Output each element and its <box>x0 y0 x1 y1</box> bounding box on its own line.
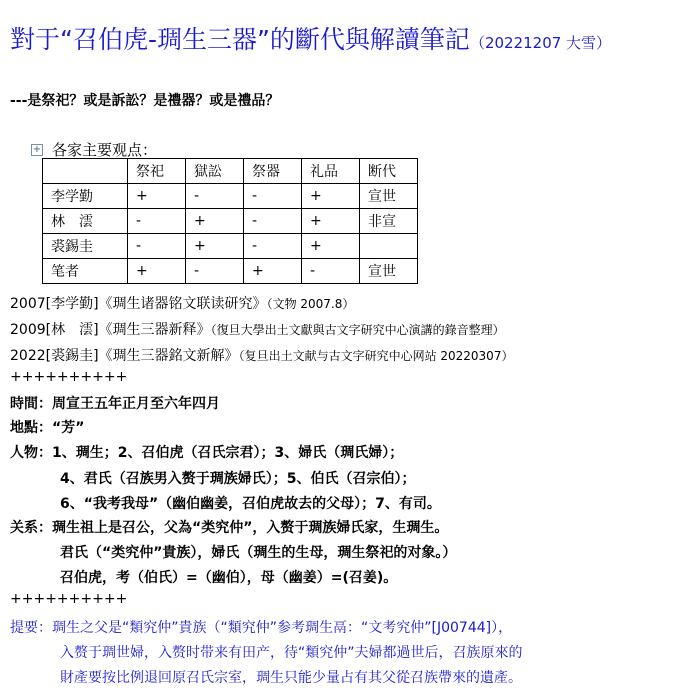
table-cell: - <box>128 234 186 259</box>
table-cell: 宣世 <box>360 259 418 284</box>
table-row <box>43 184 418 209</box>
table-cell: - <box>244 209 302 234</box>
table-cell: + <box>186 234 244 259</box>
title-main: 對于“召伯虎-琱生三器”的斷代與解讀筆記 <box>10 25 470 54</box>
table-header-row <box>43 159 418 184</box>
people-line: 人物：1、琱生；2、召伯虎（召氏宗君）；3、婦氏（琱氏婦）； <box>10 445 404 461</box>
reference-main: 2022[裘錫圭]《琱生三器銘文新解》 <box>10 348 239 364</box>
page-title <box>10 20 611 56</box>
table-cell: - <box>128 209 186 234</box>
relations-line: 关系：琱生祖上是召公，父為“类究仲”，入赘于琱族婦氏家，生琱生。 <box>10 520 449 536</box>
viewpoints-table <box>42 158 418 284</box>
people-line: 6、“我考我母”（幽伯幽姜，召伯虎故去的父母）；7、有司。 <box>60 496 441 512</box>
table-cell: + <box>302 184 360 209</box>
notes-line: 入赘于琱世婦，入赘时带来有田产，待“類究仲”夫婦都過世后，召族原來的 <box>60 645 523 661</box>
table-header-cell: 断代 <box>360 159 418 184</box>
time-line: 時間：周宣王五年正月至六年四月 <box>10 396 220 412</box>
reference-main: 2007[李学勤]《琱生诸器铭文联读研究》 <box>10 296 267 312</box>
table-cell: + <box>302 234 360 259</box>
table-cell: - <box>186 184 244 209</box>
separator-line: ++++++++++ <box>10 591 128 607</box>
table-cell: + <box>302 209 360 234</box>
table-cell: 宣世 <box>360 184 418 209</box>
table-header-cell: 獄訟 <box>186 159 244 184</box>
table-cell: 笔者 <box>43 259 128 284</box>
table-row <box>43 234 418 259</box>
table-cell: + <box>186 209 244 234</box>
table-cell: + <box>128 184 186 209</box>
table-row <box>43 259 418 284</box>
table-move-handle-icon[interactable]: + <box>32 144 42 155</box>
table-cell <box>360 234 418 259</box>
table-cell: - <box>244 234 302 259</box>
table-cell: + <box>244 259 302 284</box>
table-cell: 非宣 <box>360 209 418 234</box>
table-cell: + <box>128 259 186 284</box>
reference-line <box>10 319 505 339</box>
table-row <box>43 209 418 234</box>
table-cell: 林 澐 <box>43 209 128 234</box>
table-header-cell: 祭器 <box>244 159 302 184</box>
table-header-cell: 祭祀 <box>128 159 186 184</box>
reference-main: 2009[林 澐]《琱生三器新释》 <box>10 322 211 338</box>
reference-note: （復旦大學出土文獻與古文字研究中心演講的錄音整理） <box>210 323 505 337</box>
table-header-cell <box>43 159 128 184</box>
relations-line: 召伯虎，考（伯氏）=（幽伯），母（幽姜）=(召姜)。 <box>60 570 398 586</box>
reference-note: （文物 2007.8） <box>266 297 355 311</box>
notes-line: 財產要按比例退回原召氏宗室，琱生只能少量占有其父從召族帶來的遺產。 <box>60 670 522 686</box>
relations-line: 君氏（“类究仲”貴族），婦氏（琱生的生母，琱生祭祀的对象。） <box>60 545 457 561</box>
people-line: 4、君氏（召族男入赘于琱族婦氏）；5、伯氏（召宗伯）； <box>60 471 416 487</box>
title-date: （20221207 大雪） <box>469 34 612 52</box>
table-cell: 裘錫圭 <box>43 234 128 259</box>
reference-line <box>10 345 513 365</box>
table-header-cell: 礼品 <box>302 159 360 184</box>
subtitle: ---是祭祀？或是訴訟？是禮器？或是禮品？ <box>10 93 280 109</box>
place-line: 地點：“芳” <box>10 420 85 436</box>
notes-line: 提要：琱生之父是“類究仲”貴族（“類究仲”参考琱生鬲：“文考究仲”[J00744]）， <box>10 620 513 636</box>
table-cell: - <box>186 259 244 284</box>
table-cell: - <box>244 184 302 209</box>
reference-note: （复旦出土文献与古文字研究中心网站 20220307） <box>238 349 514 363</box>
table-caption: 各家主要观点： <box>52 141 158 159</box>
table-cell: - <box>302 259 360 284</box>
reference-line <box>10 293 354 313</box>
table-cell: 李学勤 <box>43 184 128 209</box>
separator-line: ++++++++++ <box>10 369 128 385</box>
